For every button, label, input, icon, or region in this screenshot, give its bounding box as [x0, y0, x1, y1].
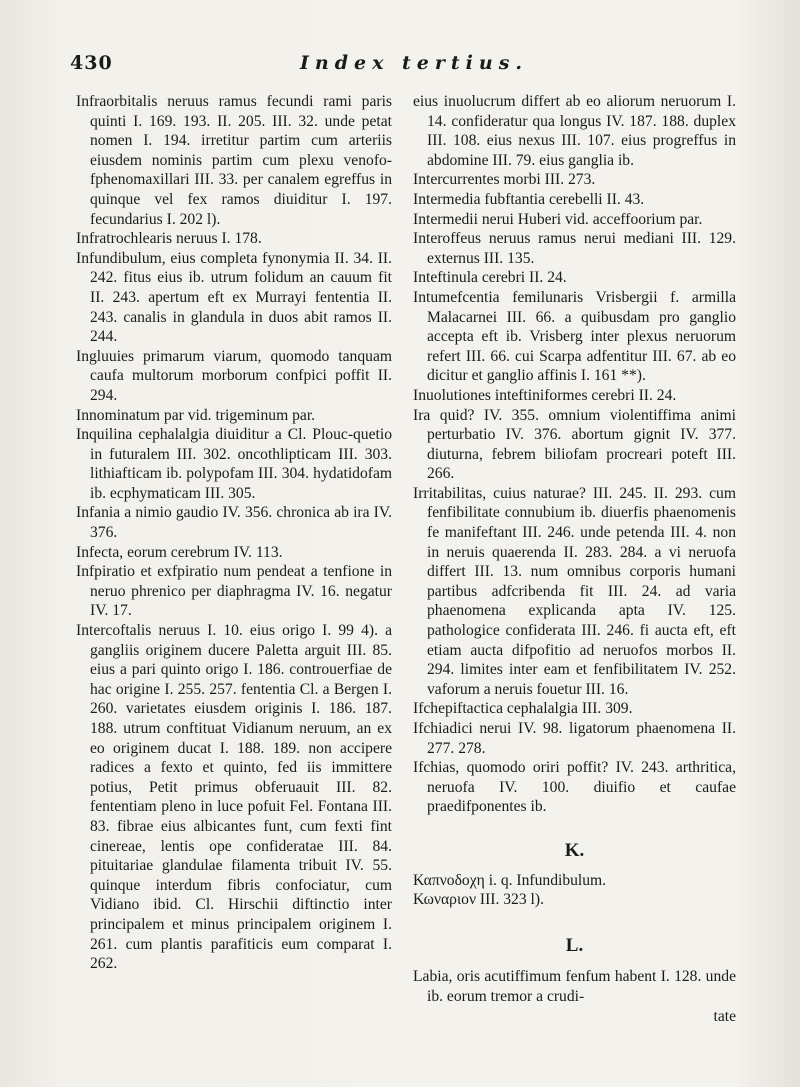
index-entry: Intercoftalis neruus I. 10. eius origo I. 99 4). a gangliis originem ducere Paletta arguit III. 85. eius a pari quinto origo I. 186. controuerfiae de hac origine I. 255. 257. fententia Cl. a Bergen I. 260. varietates eiusdem originis I. 186. 187. 188. utrum conftituat Vidianum neruum, an ex eo originem ducat I. 188. 189. non accipere radices a fexto et quinto, fed iis immittere potius, Petit primus obferuauit III. 82. fententiam pleno in luce pofuit Fel. Fontana III. 83. fibrae eius albicantes funt, cum fexti fint cinereae, lentis ope confideratae III. 84. pituitariae glandulae filamenta tribuit IV. 55. quinque interdum fibris confociatur, cum Vidiano ibid. Cl. Hirschii diftinctio inter principalem et minus principalem originem I. 261. cum plantis parafiticis eum comparat I. 262. — [76, 622, 392, 973]
index-entry: Ifchiadici nerui IV. 98. ligatorum phaenomena II. 277. 278. — [413, 720, 736, 757]
index-entry: Inteftinula cerebri II. 24. — [413, 269, 567, 287]
index-entry: Intermedii nerui Huberi vid. acceffoorium par. — [413, 210, 703, 228]
index-entry: Intumefcentia femilunaris Vrisbergii f. armilla Malacarnei III. 66. a quibusdam pro ganglio accepta eft ib. Vrisberg inter plexus neruorum refert III. 66. cui Scarpa adfentitur III. 67. ab eo dicitur et ganglio affinis I. 161 **). — [413, 288, 736, 385]
right-column — [413, 92, 736, 1026]
index-entry: Inquilina cephalalgia diuiditur a Cl. Plouc-quetio in futuralem III. 302. oncothlipticam III. 303. lithiafticam ib. polypofam III. 304. hydatidofam ib. ecphymaticam III. 305. — [76, 426, 392, 502]
index-entry: Intermedia fubftantia cerebelli II. 43. — [413, 190, 645, 208]
index-entry: Inuolutiones inteftiniformes cerebri II. 24. — [413, 386, 677, 404]
index-entry: Ifchepiftactica cephalalgia III. 309. — [413, 700, 633, 718]
section-letter-l: L. — [565, 934, 584, 956]
left-column — [76, 92, 392, 974]
running-title: Index tertius. — [300, 52, 529, 74]
index-entry: Infraorbitalis neruus ramus fecundi rami paris quinti I. 169. 193. II. 205. III. 32. unde petat nomen I. 194. irretitur partim cum arteriis eiusdem nominis partim cum plexu venofo-fphenomaxillari III. 33. per canalem egreffus in quinque vel fex ramos diuiditur I. 197. fecundarius I. 202 l). — [76, 93, 392, 228]
index-entry: Infecta, eorum cerebrum IV. 113. — [76, 543, 283, 561]
index-entry: Ira quid? IV. 355. omnium violentiffima animi perturbatio IV. 376. abortum gignit IV. 377. diuturna, febrem biliofam procreari poteft III. 266. — [413, 406, 736, 483]
index-entry: Irritabilitas, cuius naturae? III. 245. II. 293. cum fenfibilitate connubium ib. diuerfis phaenomenis fe manifeftant III. 246. unde petenda III. 4. non in neruis quaerenda II. 283. 284. a vi neruofa differt III. 13. num omnibus corporis humani partibus adfcribenda fit III. 24. ad varia phaenomena explicanda apta IV. 125. pathologice confiderata III. 246. fi aucta eft, eft etiam aucta difpofitio ad neruofos morbos II. 294. limites inter eam et fenfibilitatem IV. 252. vaforum a neruis fouetur III. 16. — [413, 484, 736, 698]
index-entry: Ingluuies primarum viarum, quomodo tanquam caufa multorum morborum confpici poffit II. 294. — [76, 347, 392, 404]
index-entry: Intercurrentes morbi III. 273. — [413, 171, 596, 189]
index-entry: Infundibulum, eius completa fynonymia II. 34. II. 242. fitus eius ib. utrum folidum an cauum fit II. 243. apertum eft ex Murrayi fententia II. 243. canalis in glandula in duos abit ramos II. 244. — [76, 249, 392, 346]
index-entry: Labia, oris acutiffimum fenfum habent I. 128. unde ib. eorum tremor a crudi- — [413, 968, 736, 1005]
page-number: 430 — [70, 52, 113, 74]
index-entry: Innominatum par vid. trigeminum par. — [76, 406, 316, 424]
index-entry: Infania a nimio gaudio IV. 356. chronica ab ira IV. 376. — [76, 504, 392, 542]
page-header — [70, 52, 720, 80]
index-entry: Καπνοδοχη i. q. Infundibulum. — [413, 871, 607, 889]
index-entry: Κωναριον III. 323 l). — [413, 891, 544, 909]
index-entry: Ifchias, quomodo oriri poffit? IV. 243. arthritica, neruofa IV. 100. diuifio et caufae praedifponentes ib. — [413, 759, 736, 816]
index-entry: Infpiratio et exfpiratio num pendeat a tenfione in neruo phrenico per diaphragma IV. 16. negatur IV. 17. — [76, 563, 392, 620]
index-entry-continued: eius inuolucrum differt ab eo aliorum neruorum I. 14. confideratur qua longus IV. 187. 188. duplex III. 108. eius nexus III. 107. eius progreffus in abdomine III. 79. eius ganglia ib. — [413, 93, 736, 169]
index-entry: Interoffeus neruus ramus nerui mediani III. 129. externus III. 135. — [413, 230, 736, 267]
index-entry: Infratrochlearis neruus I. 178. — [76, 230, 262, 248]
section-letter-k: K. — [564, 839, 585, 861]
catchword: tate — [713, 1007, 736, 1025]
